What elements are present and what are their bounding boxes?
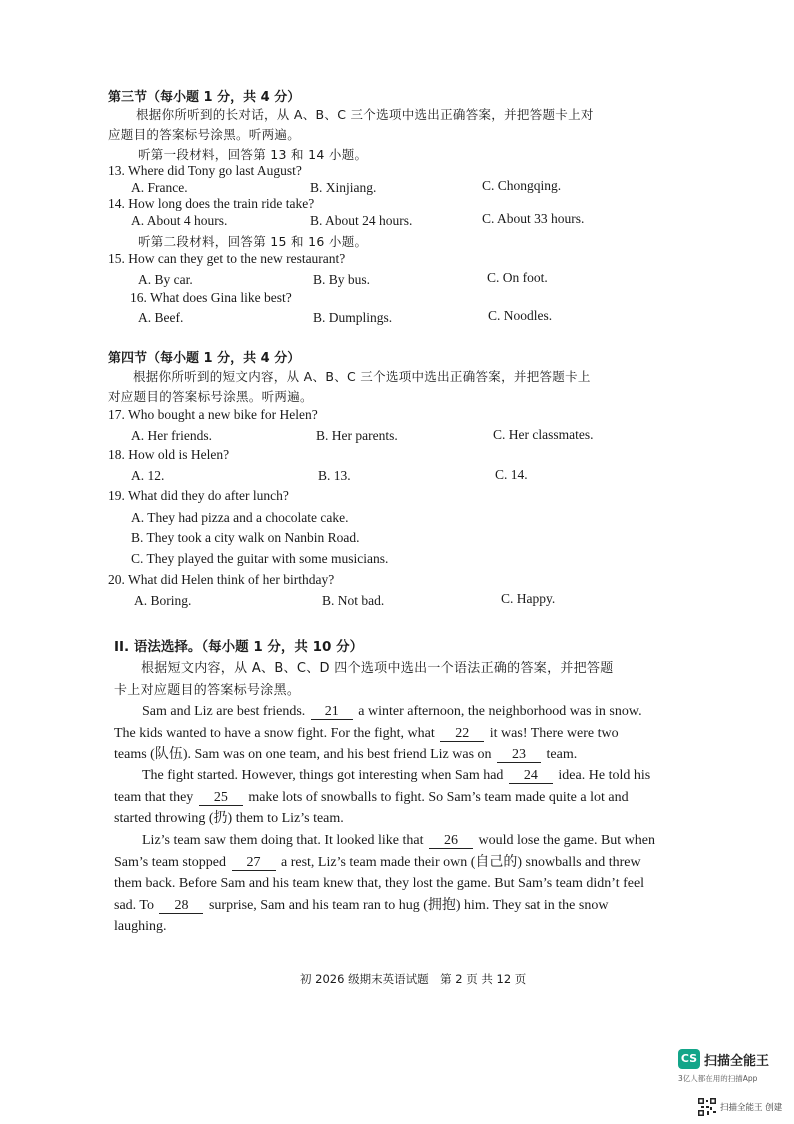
q13-stem: 13. Where did Tony go last August? bbox=[108, 163, 302, 178]
q15-option-b: B. By bus. bbox=[313, 272, 371, 287]
p2-text-3: team that they bbox=[114, 789, 194, 805]
p3-text-6: sad. To bbox=[114, 897, 154, 913]
p2-text-1: The fight started. However, things got interesting when Sam had bbox=[142, 768, 504, 783]
blank-28: 28 bbox=[159, 898, 203, 914]
q16-stem: 16. What does Gina like best? bbox=[130, 290, 292, 305]
q20-stem: 20. What did Helen think of her birthday? bbox=[108, 572, 335, 587]
section3-instruction-line1: 根据你所听到的长对话，从 A、B、C 三个选项中选出正确答案，并把答题卡上对 bbox=[136, 107, 594, 122]
q19-option-c: C. They played the guitar with some musicians. bbox=[131, 551, 389, 566]
section4-heading: 第四节（每小题 1 分，共 4 分） bbox=[108, 351, 301, 366]
p3-text-3: Sam’s team stopped bbox=[114, 854, 226, 870]
q13-option-b: B. Xinjiang. bbox=[310, 180, 377, 195]
p2-text-2: idea. He told his bbox=[558, 768, 651, 783]
p1-text-2: a winter afternoon, the neighborhood was in snow. bbox=[358, 704, 642, 719]
q19-option-b: B. They took a city walk on Nanbin Road. bbox=[131, 530, 360, 545]
blank-26: 26 bbox=[429, 833, 473, 849]
blank-23: 23 bbox=[497, 747, 541, 763]
watermark-created-label: 扫描全能王 创建 bbox=[720, 1103, 783, 1113]
q14-stem: 14. How long does the train ride take? bbox=[108, 196, 315, 211]
qr-code-icon bbox=[698, 1098, 716, 1116]
section3-instruction-line2: 应题目的答案标号涂黑。听两遍。 bbox=[108, 127, 301, 142]
p1-text-3: The kids wanted to have a snow fight. For the fight, what bbox=[114, 725, 435, 741]
section3-heading: 第三节（每小题 1 分，共 4 分） bbox=[108, 90, 301, 105]
p2-text-5: started throwing (扔) them to Liz’s team. bbox=[114, 811, 344, 826]
page-footer: 初 2026 级期末英语试题 第 2 页 共 12 页 bbox=[300, 972, 527, 986]
p3-text-8: laughing. bbox=[114, 919, 167, 934]
p1-text-5: teams (队伍). Sam was on one team, and his best friend Liz was on bbox=[114, 747, 492, 762]
q15-stem: 15. How can they get to the new restaurant? bbox=[108, 251, 346, 266]
p3-text-4: a rest, Liz’s team made their own (自己的) snowballs and threw bbox=[281, 854, 641, 870]
q15-option-c: C. On foot. bbox=[487, 270, 548, 285]
q16-option-b: B. Dumplings. bbox=[313, 310, 393, 325]
q16-option-a: A. Beef. bbox=[138, 310, 184, 325]
q18-option-a: A. 12. bbox=[131, 468, 165, 483]
q17-stem: 17. Who bought a new bike for Helen? bbox=[108, 407, 318, 422]
q20-option-c: C. Happy. bbox=[501, 591, 556, 606]
q17-option-a: A. Her friends. bbox=[131, 428, 212, 443]
q20-option-b: B. Not bad. bbox=[322, 593, 385, 608]
passage-paragraph-3 bbox=[114, 830, 700, 938]
q18-option-b: B. 13. bbox=[318, 468, 351, 483]
blank-27: 27 bbox=[232, 855, 276, 871]
q14-option-a: A. About 4 hours. bbox=[131, 213, 228, 228]
q17-option-b: B. Her parents. bbox=[316, 428, 398, 443]
p3-text-2: would lose the game. But when bbox=[478, 833, 656, 848]
q14-option-b: B. About 24 hours. bbox=[310, 213, 413, 228]
p3-text-1: Liz’s team saw them doing that. It looked like that bbox=[142, 833, 424, 848]
p3-text-5: them back. Before Sam and his team knew that, they lost the game. But Sam’s team didn’t feel bbox=[114, 876, 645, 891]
watermark-tagline: 3亿人都在用的扫描App bbox=[678, 1074, 758, 1083]
part2-heading: II. 语法选择。（每小题 1 分，共 10 分） bbox=[114, 639, 364, 655]
section4-instruction-line2: 对应题目的答案标号涂黑。听两遍。 bbox=[108, 389, 313, 404]
q16-option-c: C. Noodles. bbox=[488, 308, 553, 323]
part2-instruction-line2: 卡上对应题目的答案标号涂黑。 bbox=[114, 683, 301, 698]
q18-option-c: C. 14. bbox=[495, 467, 528, 482]
q13-option-c: C. Chongqing. bbox=[482, 178, 562, 193]
q19-option-a: A. They had pizza and a chocolate cake. bbox=[131, 510, 349, 525]
p3-text-7: surprise, Sam and his team ran to hug (拥抱) him. They sat in the snow bbox=[208, 897, 609, 913]
section4-instruction-line1: 根据你所听到的短文内容，从 A、B、C 三个选项中选出正确答案，并把答题卡上 bbox=[133, 369, 591, 384]
q18-stem: 18. How old is Helen? bbox=[108, 447, 230, 462]
q13-option-a: A. France. bbox=[131, 180, 188, 195]
passage-paragraph-1 bbox=[114, 701, 700, 766]
p1-text-1: Sam and Liz are best friends. bbox=[142, 704, 306, 719]
blank-22: 22 bbox=[440, 726, 484, 742]
blank-21: 21 bbox=[311, 704, 353, 720]
p2-text-4: make lots of snowballs to fight. So Sam’s team made quite a lot and bbox=[248, 789, 629, 805]
q19-stem: 19. What did they do after lunch? bbox=[108, 488, 289, 503]
p1-text-6: team. bbox=[546, 747, 578, 762]
q15-option-a: A. By car. bbox=[138, 272, 193, 287]
part2-instruction-line1: 根据短文内容，从 A、B、C、D 四个选项中选出一个语法正确的答案，并把答题 bbox=[141, 661, 614, 676]
q14-option-c: C. About 33 hours. bbox=[482, 211, 585, 226]
q20-option-a: A. Boring. bbox=[134, 593, 192, 608]
blank-24: 24 bbox=[509, 768, 553, 784]
q17-option-c: C. Her classmates. bbox=[493, 427, 594, 442]
p1-text-4: it was! There were two bbox=[489, 725, 619, 741]
blank-25: 25 bbox=[199, 790, 243, 806]
section3-material1: 听第一段材料，回答第 13 和 14 小题。 bbox=[138, 147, 368, 162]
watermark-app-name: 扫描全能王 bbox=[704, 1054, 770, 1069]
passage-paragraph-2 bbox=[114, 765, 700, 830]
section3-material2: 听第二段材料，回答第 15 和 16 小题。 bbox=[138, 234, 368, 249]
camscanner-logo-icon: CS bbox=[678, 1049, 700, 1069]
